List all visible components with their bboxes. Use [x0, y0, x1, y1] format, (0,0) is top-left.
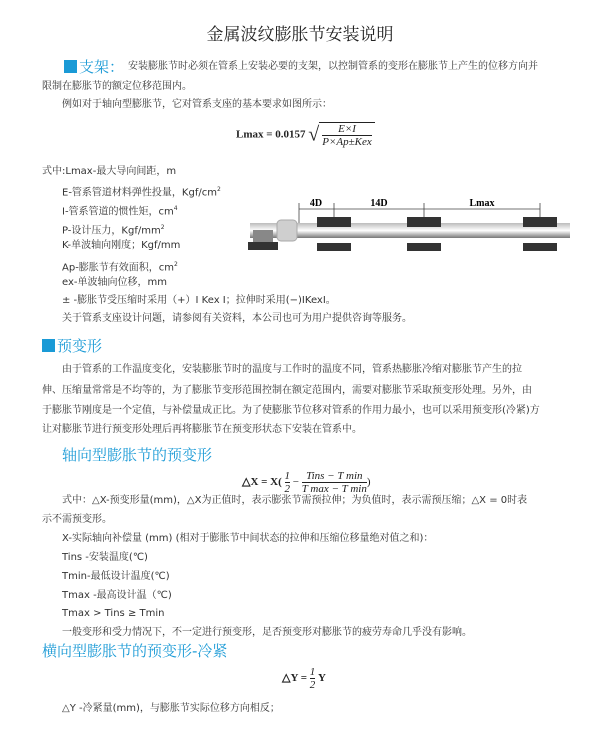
section-heading-support	[64, 58, 124, 76]
superscript: 2	[160, 224, 165, 231]
definition: K-单波轴向刚度；Kgf/mm	[62, 240, 181, 251]
definition: 式中:Lmax-最大导向间距，m	[42, 166, 177, 177]
superscript: 4	[173, 205, 178, 212]
fraction	[319, 122, 375, 148]
paragraph-line: Tmin-最低设计温度(℃)	[62, 571, 170, 582]
pipe-support-diagram	[245, 195, 575, 280]
square-bullet-icon	[64, 60, 77, 73]
paragraph-line: 一般变形和受力情况下，不一定进行预变形，足否预变形对膨胀节的疲劳寿命几乎没有影响。	[62, 627, 472, 638]
definition: ± -膨胀节受压缩时采用（+）I Kex I；拉伸时采用(−)IKexI。	[62, 295, 336, 306]
heading-text: 预变形	[57, 337, 103, 355]
dimension-label: 14D	[370, 198, 388, 209]
fraction-half	[310, 666, 316, 691]
paren: )	[366, 476, 371, 489]
numerator: E×I	[322, 123, 372, 136]
paragraph-line: 于膨胀节刚度是一个定值，与补偿量成正比。为了使膨胀节位移对管系的作用力最小，也可以采用预变形(冷紧)方	[42, 405, 540, 416]
formula-lmax	[236, 122, 375, 148]
formula-rhs: Y	[318, 672, 326, 685]
dimension-label: Lmax	[469, 198, 495, 209]
definition-text: P-设计压力，Kgf/mm	[62, 225, 161, 237]
formula-lhs: △Y =	[282, 672, 308, 685]
paragraph-line: 示不需预变形。	[42, 514, 112, 525]
superscript: 2	[216, 186, 221, 193]
denominator: 2	[284, 483, 291, 495]
section-heading-predeformation	[42, 337, 102, 355]
paragraph-line: X-实际轴向补偿量 (mm) (相对于膨胀节中间状态的拉伸和压缩位移量绝对值之和)：	[62, 533, 434, 544]
formula-delta-y	[282, 666, 326, 691]
definition	[62, 202, 178, 219]
formula-delta-x	[242, 470, 371, 495]
paragraph-line: Tins -安装温度(℃)	[62, 552, 148, 563]
paragraph-line: 例如对于轴向型膨胀节，它对管系支座的基本要求如图所示：	[62, 99, 332, 110]
formula-lhs: △X = X(	[242, 476, 282, 489]
sqrt-sign: √	[308, 123, 320, 146]
dimension-label: 4D	[309, 198, 323, 209]
paragraph-line: 限制在膨胀节的额定位移范围内。	[42, 81, 192, 92]
paragraph-line: 由于管系的工作温度变化，安装膨胀节时的温度与工作时的温度不同，管系热膨胀冷缩对膨胀节产生的拉	[62, 364, 522, 375]
definition	[62, 183, 221, 200]
fraction-half	[285, 470, 291, 495]
definition-text: Ap-膨胀节有效面积，cm	[62, 262, 175, 274]
superscript: 2	[174, 261, 178, 268]
paragraph-line: 关于管系支座设计问题，请参阅有关资料，本公司也可为用户提供咨询等服务。	[62, 313, 412, 324]
numerator: Tins − T min	[302, 470, 367, 483]
denominator: T max − T min	[301, 483, 367, 495]
definition-text: I-管系管道的惯性矩，cm	[62, 206, 174, 218]
definition: ex-单波轴向位移，mm	[62, 277, 167, 288]
bellows	[277, 220, 297, 241]
paragraph-line: Tmax > Tins ≥ Tmin	[62, 608, 165, 619]
section-heading-axial: 轴向型膨胀节的预变形	[62, 446, 213, 464]
definition-text: E-管系管道材料弹性投量，Kgf/cm	[62, 187, 217, 199]
fraction	[302, 470, 367, 495]
denominator: 2	[309, 679, 316, 691]
paragraph-line: 式中：△X-预变形量(mm)，△X为正值时，表示膨张节需预拉伸；为负值时，表示需预压缩；△X = 0时表	[62, 495, 528, 506]
heading-text: 支架：	[79, 58, 125, 76]
formula-lhs: Lmax = 0.0157	[236, 128, 306, 141]
definition	[62, 258, 178, 275]
numerator: 1	[309, 666, 316, 678]
paragraph-line: △Y -冷紧量(mm)，与膨胀节实际位移方向相反；	[62, 703, 280, 714]
definition	[62, 221, 165, 238]
page-title: 金属波纹膨胀节安装说明	[206, 25, 394, 45]
paragraph-line: 让对膨胀节进行预变形处理后再将膨胀节在预变形状态下安装在管系中。	[42, 424, 362, 435]
square-bullet-icon	[42, 339, 55, 352]
anchor	[253, 230, 273, 244]
paragraph-line: Tmax -最高设计温（℃)	[62, 590, 172, 601]
denominator: P×Ap±Kex	[322, 136, 372, 148]
paragraph-line: 安装膨胀节时必须在管系上安装必要的支架，以控制管系的变形在膨胀节上产生的位移方向并	[128, 61, 538, 72]
minus-sign: −	[292, 476, 299, 489]
section-heading-lateral: 横向型膨胀节的预变形-冷紧	[42, 642, 228, 660]
numerator: 1	[284, 470, 291, 482]
paragraph-line: 伸、压缩量常常是不均等的，为了膨胀节变形范围控制在额定范围内，需要对膨胀节采取预变形处理。另外，由	[42, 385, 532, 396]
